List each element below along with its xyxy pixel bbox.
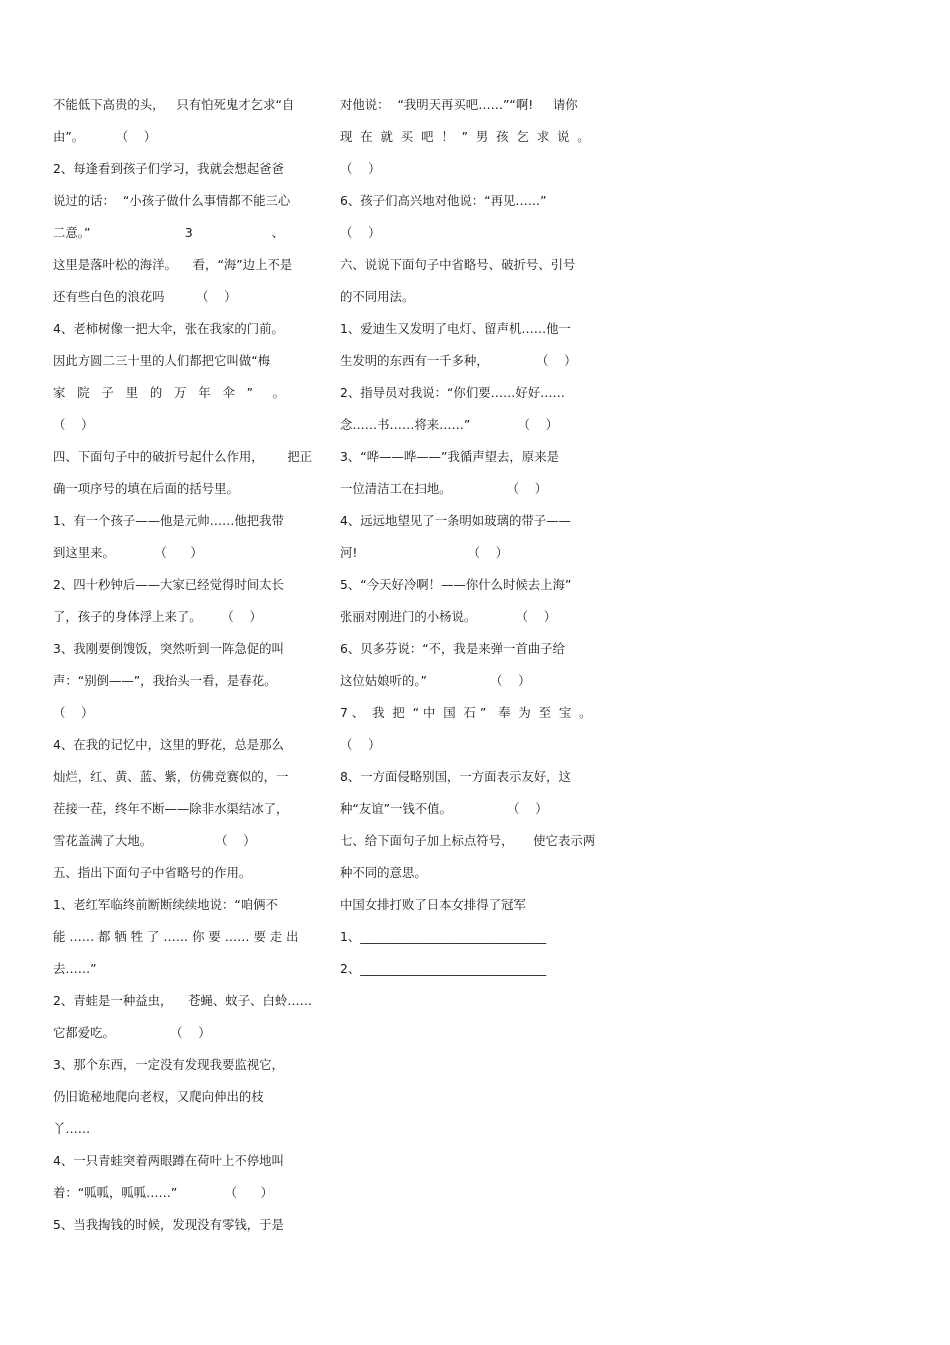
left-text-line: 家 院 子 里 的 万 年 伞 ” 。 [53, 385, 286, 400]
right-text-line: 种“友谊”一钱不值。 （ ） [340, 801, 548, 816]
right-text-line: 5、“今天好冷啊！——你什么时候去上海” [340, 577, 572, 592]
right-text-line: 对他说： “我明天再买吧……”“啊! 请你 [340, 97, 578, 112]
left-text-line: 丫…… [53, 1121, 91, 1136]
right-text-line: （ ） [340, 225, 381, 240]
left-text-line: 不能低下高贵的头， 只有怕死鬼才乞求“自 [53, 97, 295, 112]
left-text-line: 四、下面句子中的破折号起什么作用， 把正 [53, 449, 313, 464]
right-text-line: 6、贝多芬说：“不，我是来弹一首曲子给 [340, 641, 565, 656]
left-text-line: 了，孩子的身体浮上来了。 （ ） [53, 609, 262, 624]
left-text-line: 雪花盖满了大地。 （ ） [53, 833, 256, 848]
left-text-line: 确一项序号的填在后面的括号里。 [53, 481, 239, 496]
left-text-line: 着：“呱呱，呱呱……” （ ） [53, 1185, 274, 1200]
left-text-line: 4、在我的记忆中，这里的野花，总是那么 [53, 737, 284, 752]
left-text-line: 茬接一茬，终年不断——除非水渠结冰了， [53, 801, 289, 816]
right-text-line: 六、说说下面句子中省略号、破折号、引号 [340, 257, 576, 272]
left-text-line: 1、有一个孩子——他是元帅……他把我带 [53, 513, 284, 528]
left-text-line: 说过的话： “小孩子做什么事情都不能三心 [53, 193, 291, 208]
right-text-line: 1、爱迪生又发明了电灯、留声机……他一 [340, 321, 571, 336]
left-text-line: 2、每逢看到孩子们学习，我就会想起爸爸 [53, 161, 284, 176]
right-text-line: 七、给下面句子加上标点符号， 使它表示两 [340, 833, 596, 848]
right-text-line: 念……书……将来……” （ ） [340, 417, 559, 432]
left-text-line: 能 …… 都 牺 牲 了 …… 你 要 …… 要 走 出 [53, 929, 299, 944]
right-column [340, 91, 608, 987]
left-text-line: 2、四十秒钟后——大家已经觉得时间太长 [53, 577, 284, 592]
left-text-line: 因此方圆二三十里的人们都把它叫做“梅 [53, 353, 271, 368]
left-text-line: 2、青蛙是一种益虫， 苍蝇、蚊子、白蛉…… [53, 993, 313, 1008]
right-text-line: （ ） [340, 161, 381, 176]
right-text-line: 3、“哗——哗——”我循声望去，原来是 [340, 449, 559, 464]
left-text-line: 这里是落叶松的海洋。 看，“海”边上不是 [53, 257, 293, 272]
left-text-line: 仍旧诡秘地爬向老杈，又爬向伸出的枝 [53, 1089, 264, 1104]
right-text-line: 生发明的东西有一千多种， （ ） [340, 353, 577, 368]
left-text-line: 4、一只青蛙突着两眼蹲在荷叶上不停地叫 [53, 1153, 284, 1168]
right-text-line: 河! （ ） [340, 545, 509, 560]
right-text-line: 张丽对刚进门的小杨说。 （ ） [340, 609, 557, 624]
left-text-line: 到这里来。 （ ） [53, 545, 203, 560]
left-text-line: （ ） [53, 705, 94, 720]
right-text-line: 7 、 我 把 “ 中 国 石 ” 奉 为 至 宝 。 [340, 705, 592, 720]
right-text-line: 1、______________________________ [340, 929, 547, 944]
right-text-line: 现 在 就 买 吧 ！ ” 男 孩 乞 求 说 。 [340, 129, 590, 144]
left-text-line: 3、我刚要倒馊饭，突然听到一阵急促的叫 [53, 641, 284, 656]
left-text-line: 它都爱吃。 （ ） [53, 1025, 211, 1040]
right-text-line: 6、孩子们高兴地对他说：“再见……” [340, 193, 547, 208]
left-text-line: 还有些白色的浪花吗 （ ） [53, 289, 237, 304]
right-text-line: （ ） [340, 737, 381, 752]
left-text-line: 4、老柿树像一把大伞，张在我家的门前。 [53, 321, 284, 336]
left-text-line: 五、指出下面句子中省略号的作用。 [53, 865, 252, 880]
left-text-line: 声：“别倒——”，我抬头一看，是春花。 [53, 673, 277, 688]
left-text-line: 5、当我掏钱的时候，发现没有零钱，于是 [53, 1217, 284, 1232]
right-text-line: 一位清洁工在扫地。 （ ） [340, 481, 548, 496]
left-column [53, 91, 325, 1243]
left-text-line: 去……” [53, 961, 97, 976]
right-text-line: 种不同的意思。 [340, 865, 427, 880]
left-text-line: （ ） [53, 417, 94, 432]
right-text-line: 2、______________________________ [340, 961, 547, 976]
right-text-line: 4、远远地望见了一条明如玻璃的带子—— [340, 513, 571, 528]
left-text-line: 二意。” 3 、 [53, 225, 284, 240]
right-text-line: 8、一方面侵略别国，一方面表示友好，这 [340, 769, 571, 784]
right-text-line: 中国女排打败了日本女排得了冠军 [340, 897, 526, 912]
left-text-line: 由”。 （ ） [53, 129, 157, 144]
right-text-line: 2、指导员对我说：“你们要……好好…… [340, 385, 565, 400]
right-text-line: 的不同用法。 [340, 289, 415, 304]
left-text-line: 灿烂，红、黄、蓝、紫，仿佛竞赛似的，一 [53, 769, 289, 784]
right-text-line: 这位姑娘听的。” （ ） [340, 673, 531, 688]
left-text-line: 1、老红军临终前断断续续地说：“咱俩不 [53, 897, 278, 912]
left-text-line: 3、那个东西，一定没有发现我要监视它， [53, 1057, 284, 1072]
